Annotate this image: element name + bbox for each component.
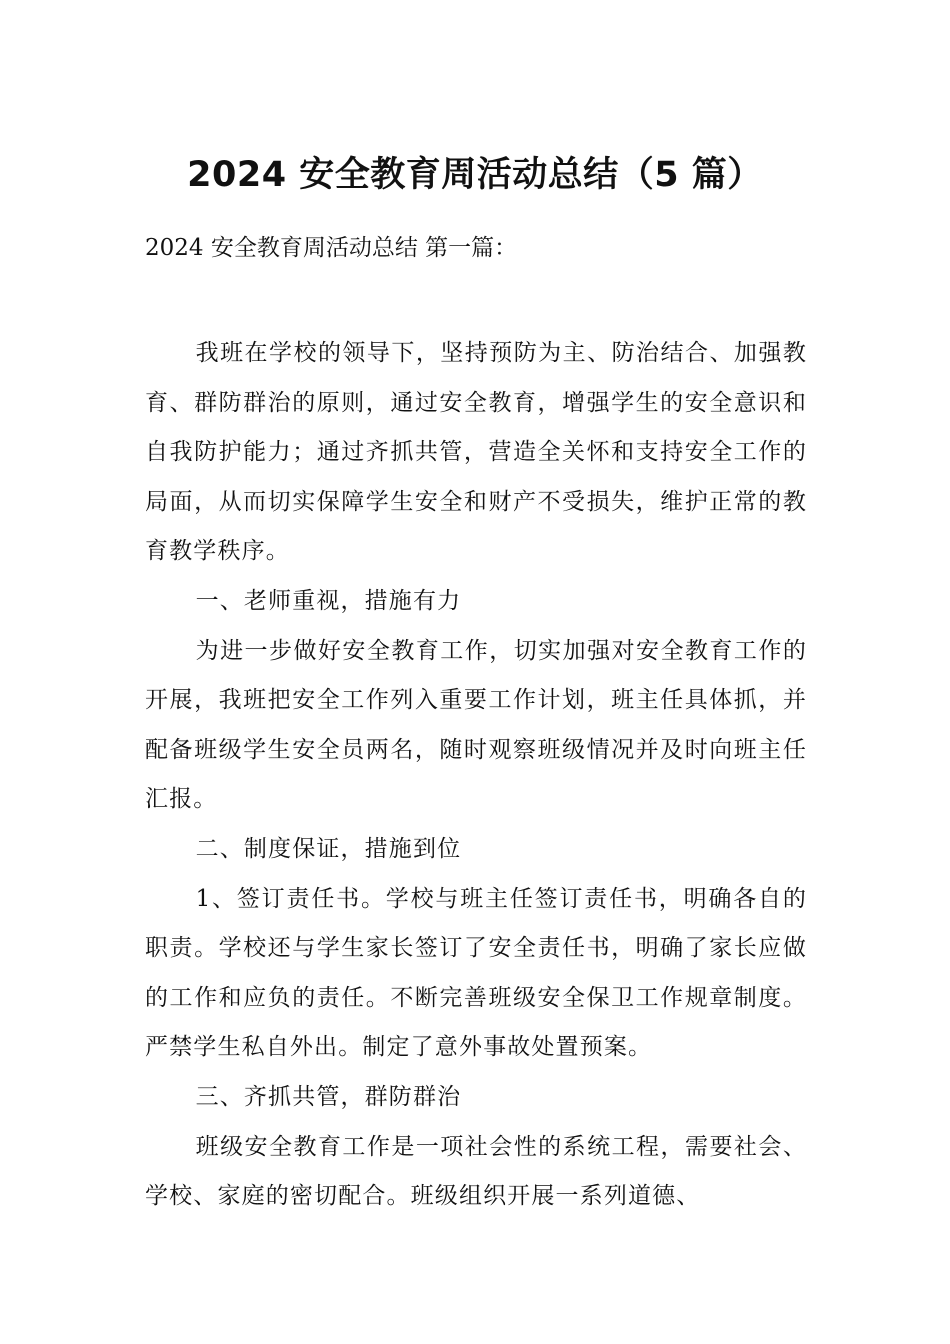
document-title: 2024 安全教育周活动总结（5 篇） [187, 155, 763, 196]
paragraph-1: 为进一步做好安全教育工作，切实加强对安全教育工作的开展，我班把安全工作列入重要工作计划，班主任具体抓，并配备班级学生安全员两名，随时观察班级情况并及时向班主任汇报。 [145, 637, 807, 813]
paragraph-3: 班级安全教育工作是一项社会性的系统工程，需要社会、学校、家庭的密切配合。班级组织开展一系列道德、 [145, 1133, 807, 1210]
section-heading-3: 三、齐抓共管，群防群治 [195, 1083, 462, 1110]
section-heading-1: 一、老师重视，措施有力 [195, 587, 462, 614]
section-heading: 2024 安全教育周活动总结 第一篇： [145, 235, 518, 261]
section-heading-2: 二、制度保证，措施到位 [195, 835, 462, 862]
body-text [145, 329, 807, 1222]
paragraph-2: 1、签订责任书。学校与班主任签订责任书，明确各自的职责。学校还与学生家长签订了安全责任书，明确了家长应做的工作和应负的责任。不断完善班级安全保卫工作规章制度。严禁学生私自外出。制定了意外事故处置预案。 [145, 885, 807, 1061]
paragraph-intro: 我班在学校的领导下，坚持预防为主、防治结合、加强教育、群防群治的原则，通过安全教育，增强学生的安全意识和自我防护能力；通过齐抓共管，营造全关怀和支持安全工作的局面，从而切实保障学生安全和财产不受损失，维护正常的教育教学秩序。 [145, 340, 807, 565]
